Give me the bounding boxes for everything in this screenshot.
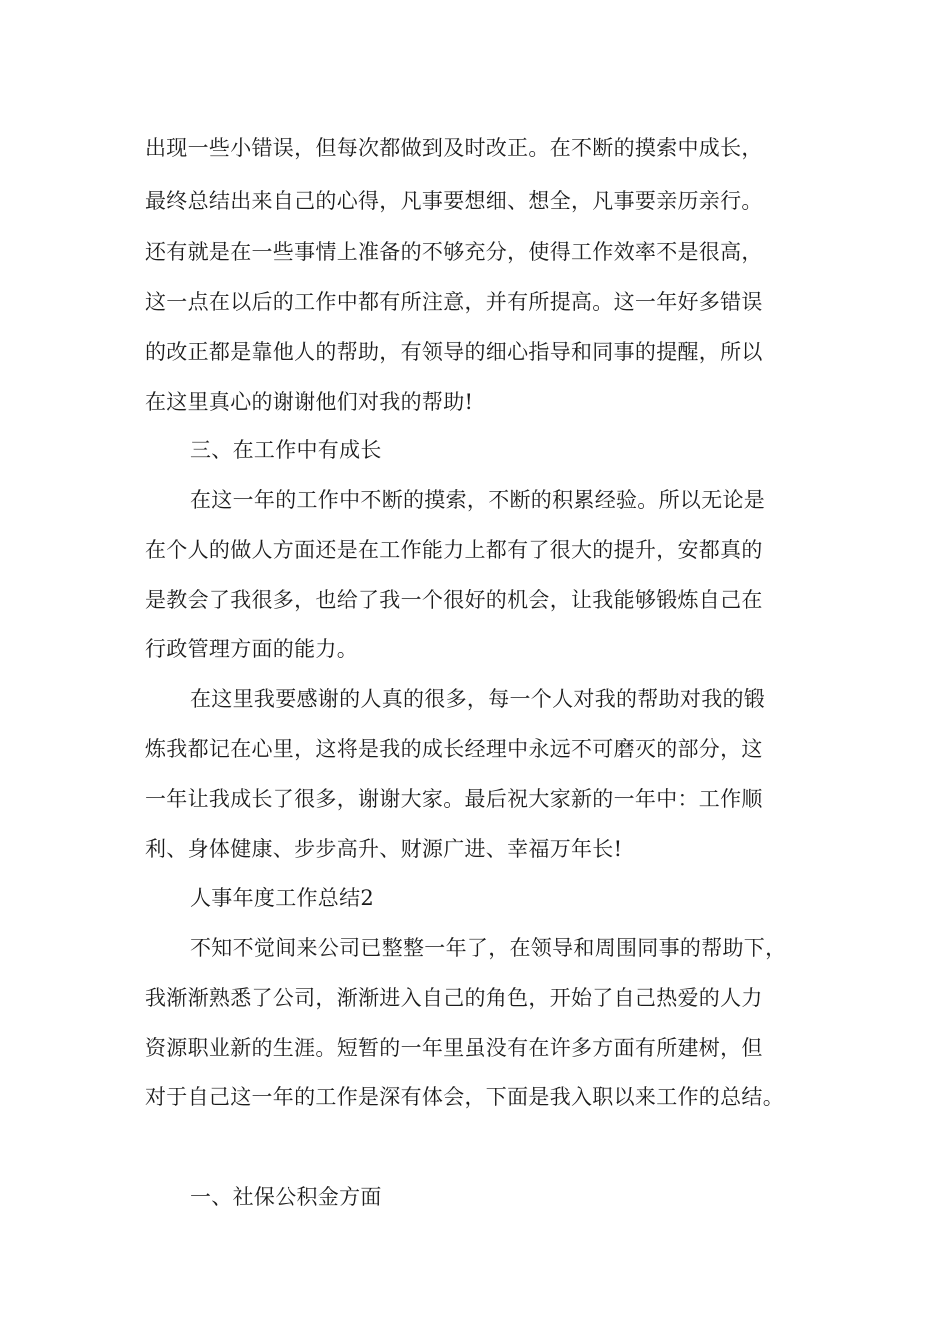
body-text-line: 炼我都记在心里，这将是我的成长经理中永远不可磨灭的部分，这 (145, 737, 763, 761)
section-heading: 三、在工作中有成长 (190, 438, 382, 462)
body-text-line: 我渐渐熟悉了公司，渐渐进入自己的角色，开始了自己热爱的人力 (145, 986, 763, 1010)
section-heading: 人事年度工作总结2 (190, 886, 375, 910)
body-text-line: 是教会了我很多，也给了我一个很好的机会，让我能够锻炼自己在 (145, 588, 763, 612)
body-text-line: 出现一些小错误，但每次都做到及时改正。在不断的摸索中成长， (145, 136, 763, 160)
body-text-line: 对于自己这一年的工作是深有体会，下面是我入职以来工作的总结。 (145, 1085, 784, 1109)
section-heading: 一、社保公积金方面 (190, 1185, 382, 1209)
body-text-line: 不知不觉间来公司已整整一年了，在领导和周围同事的帮助下， (190, 936, 787, 960)
body-text-line: 这一点在以后的工作中都有所注意，并有所提高。这一年好多错误 (145, 290, 763, 314)
body-text-line: 在这里真心的谢谢他们对我的帮助! (145, 390, 474, 414)
body-text-line: 在个人的做人方面还是在工作能力上都有了很大的提升，安都真的 (145, 538, 763, 562)
body-text-line: 利、身体健康、步步高升、财源广进、幸福万年长! (145, 837, 623, 861)
body-text-line: 资源职业新的生涯。短暂的一年里虽没有在许多方面有所建树，但 (145, 1036, 763, 1060)
body-text-line: 最终总结出来自己的心得，凡事要想细、想全，凡事要亲历亲行。 (145, 189, 763, 213)
body-text-line: 一年让我成长了很多，谢谢大家。最后祝大家新的一年中：工作顺 (145, 787, 763, 811)
body-text-line: 还有就是在一些事情上准备的不够充分，使得工作效率不是很高， (145, 240, 763, 264)
body-text-line: 在这一年的工作中不断的摸索，不断的积累经验。所以无论是 (190, 488, 766, 512)
body-text-line: 行政管理方面的能力。 (145, 637, 358, 661)
body-text-line: 的改正都是靠他人的帮助，有领导的细心指导和同事的提醒，所以 (145, 340, 763, 364)
body-text-line: 在这里我要感谢的人真的很多，每一个人对我的帮助对我的锻 (190, 687, 766, 711)
